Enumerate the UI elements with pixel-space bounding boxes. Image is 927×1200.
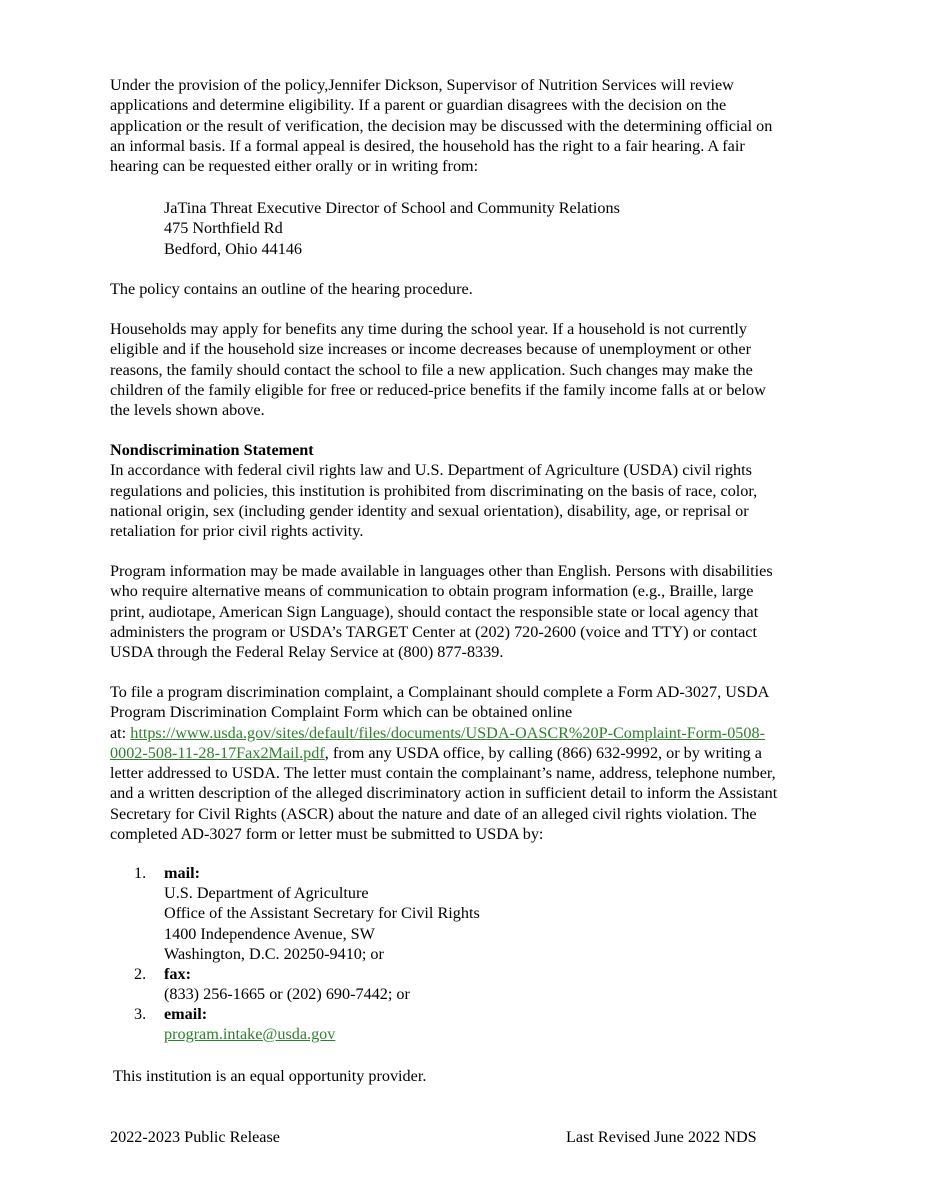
mail-address-line: Office of the Assistant Secretary for Civil Rights — [164, 904, 480, 923]
appeal-paragraph — [110, 75, 835, 176]
complaint-form-link[interactable]: https://www.usda.gov/sites/default/files/documents/USDA-OASCR%20P-Complaint-Form-0508- — [130, 723, 765, 742]
equal-opportunity-text: This institution is an equal opportunity provider. — [113, 1067, 427, 1085]
complaint-link-prefix: at: — [110, 723, 131, 742]
appeal-line: application or the result of verification, the decision may be discussed with the determining official on — [110, 116, 773, 135]
hearing-contact-street: 475 Northfield Rd — [164, 219, 283, 238]
complaint-line: To file a program discrimination complaint, a Complainant should complete a Form AD-3027, USDA — [110, 683, 770, 701]
mail-address-line: 1400 Independence Avenue, SW — [164, 924, 375, 943]
apply-line: Households may apply for benefits any time during the school year. If a household is not currently — [110, 320, 748, 338]
submission-item-email — [134, 1004, 207, 1024]
mail-address — [164, 883, 480, 964]
program-info-line: who require alternative means of communication to obtain program information (e.g., Braille, large — [110, 582, 754, 601]
program-info-paragraph — [110, 561, 835, 662]
nondiscrimination-line: retaliation for prior civil rights activity. — [110, 522, 364, 541]
complaint-line-with-link — [110, 743, 835, 763]
email-label: email: — [164, 1005, 208, 1023]
appeal-line: an informal basis. If a formal appeal is desired, the household has the right to a fair hearing. A fair — [110, 136, 745, 155]
policy-outline-paragraph — [110, 279, 835, 299]
appeal-line: applications and determine eligibility. If a parent or guardian disagrees with the decision on the — [110, 96, 727, 115]
apply-line: reasons, the family should contact the school to file a new application. Such changes may make the — [110, 360, 753, 379]
hearing-contact-name: JaTina Threat Executive Director of School and Community Relations — [164, 199, 620, 217]
complaint-line: completed AD-3027 form or letter must be submitted to USDA by: — [110, 825, 544, 844]
fax-numbers — [164, 984, 410, 1004]
complaint-paragraph — [110, 682, 835, 844]
complaint-form-link-continued[interactable]: 0002-508-11-28-17Fax2Mail.pdf — [110, 743, 325, 762]
nondiscrimination-section — [110, 440, 835, 541]
apply-line: eligible and if the household size increases or income decreases because of unemployment or other — [110, 340, 751, 359]
apply-anytime-paragraph — [110, 319, 835, 420]
appeal-line: hearing can be requested either orally or in writing from: — [110, 157, 479, 176]
footer-revision: Last Revised June 2022 NDS — [566, 1128, 757, 1146]
submission-item-fax — [134, 964, 191, 984]
complaint-line: and a written description of the alleged discriminatory action in sufficient detail to inform the Assistant — [110, 784, 778, 803]
email-address-link[interactable]: program.intake@usda.gov — [164, 1025, 336, 1043]
nondiscrimination-line: regulations and policies, this institution is prohibited from discriminating on the basis of race, color, — [110, 481, 758, 500]
fax-value: (833) 256-1665 or (202) 690-7442; or — [164, 985, 410, 1003]
mail-address-line: U.S. Department of Agriculture — [164, 884, 369, 902]
apply-line: children of the family eligible for free or reduced-price benefits if the family income falls at or below — [110, 380, 766, 399]
complaint-link-suffix: , from any USDA office, by calling (866) 632-9992, or by writing a — [324, 743, 762, 762]
hearing-contact-city: Bedford, Ohio 44146 — [164, 239, 303, 258]
hearing-contact-address — [164, 198, 620, 259]
mail-label: mail: — [164, 864, 200, 882]
footer-release: 2022-2023 Public Release — [110, 1128, 280, 1146]
mail-address-line: Washington, D.C. 20250-9410; or — [164, 944, 384, 963]
complaint-line: Program Discrimination Complaint Form which can be obtained online — [110, 703, 573, 722]
apply-line: the levels shown above. — [110, 401, 265, 420]
submission-item-mail — [134, 863, 200, 883]
nondiscrimination-line: national origin, sex (including gender identity and sexual orientation), disability, age, or reprisal or — [110, 501, 749, 520]
nondiscrimination-line: In accordance with federal civil rights law and U.S. Department of Agriculture (USDA) civil rights — [110, 461, 752, 480]
list-number: 3. — [134, 1005, 147, 1023]
program-info-line: Program information may be made available in languages other than English. Persons with disabilities — [110, 562, 773, 580]
equal-opportunity-paragraph — [113, 1066, 838, 1086]
program-info-line: administers the program or USDA’s TARGET Center at (202) 720-2600 (voice and TTY) or contact — [110, 622, 757, 641]
program-info-line: USDA through the Federal Relay Service at (800) 877-8339. — [110, 643, 504, 662]
list-number: 1. — [134, 864, 147, 882]
program-info-line: print, audiotape, American Sign Language), should contact the responsible state or local agency that — [110, 602, 759, 621]
appeal-line: Under the provision of the policy,Jennifer Dickson, Supervisor of Nutrition Services will review — [110, 76, 734, 94]
list-number: 2. — [134, 965, 147, 983]
complaint-line: Secretary for Civil Rights (ASCR) about the nature and date of an alleged civil rights violation. The — [110, 804, 757, 823]
complaint-line: letter addressed to USDA. The letter must contain the complainant’s name, address, telephone number, — [110, 764, 776, 783]
nondiscrimination-heading: Nondiscrimination Statement — [110, 441, 314, 459]
fax-label: fax: — [164, 965, 191, 983]
policy-outline-text: The policy contains an outline of the hearing procedure. — [110, 280, 473, 298]
email-address-block — [164, 1024, 335, 1044]
complaint-line-with-link — [110, 723, 835, 743]
